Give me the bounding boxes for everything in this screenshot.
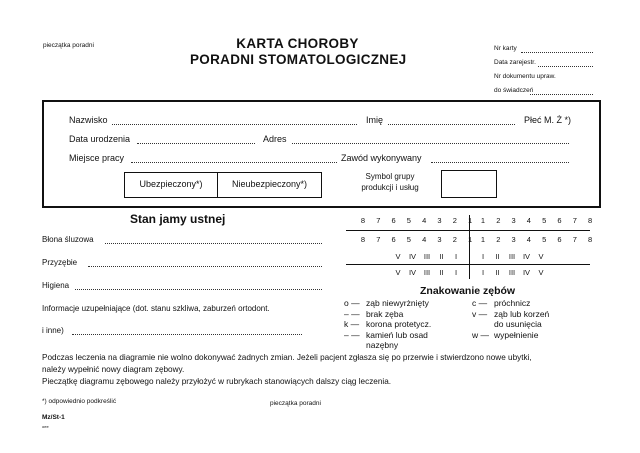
tooth-lower-left-4: 4 — [422, 235, 427, 244]
uninsured-label: Nieubezpieczony*) — [231, 179, 308, 189]
milk-teeth-row-lower — [0, 268, 640, 278]
tooth-lower-right-4: 5 — [542, 235, 547, 244]
legend-left-text-2: korona protetycz. — [366, 319, 432, 329]
legend-left-text-1: brak zęba — [366, 308, 404, 319]
legend-left-symbol-2: k — — [344, 319, 360, 329]
stamp-label-bottom: pieczątka poradni — [270, 400, 321, 407]
periodontium-field[interactable] — [88, 266, 322, 267]
milk-teeth-row-upper — [0, 252, 640, 262]
legend-left-item-0 — [344, 298, 429, 308]
milk-lower-left-3: II — [439, 268, 444, 277]
address-label: Adres — [263, 134, 287, 144]
footnote: *) odpowiednio podkreślić — [42, 398, 117, 405]
milk-lower-right-1: II — [495, 268, 500, 277]
teeth-row-lower-numbers — [0, 235, 640, 245]
legend-right-text-0: próchnicz — [494, 298, 531, 308]
tooth-upper-left-4: 4 — [422, 216, 427, 225]
hygiene-field[interactable] — [75, 289, 322, 290]
note-line-3: Pieczątkę diagramu zębowego należy przyłożyć w rubrykach stanowiących dalszy ciąg leczenia. — [42, 377, 392, 386]
birth-date-field[interactable] — [137, 143, 255, 144]
tooth-lower-left-5: 3 — [437, 235, 442, 244]
form-subcode: oee — [42, 424, 49, 429]
tooth-upper-left-2: 6 — [391, 216, 396, 225]
milk-lower-right-0: I — [481, 268, 485, 277]
milk-upper-right-2: III — [508, 252, 516, 261]
mucosa-label: Błona śluzowa — [42, 235, 94, 244]
legend-right-item-0 — [472, 298, 530, 308]
workplace-label: Miejsce pracy — [69, 153, 125, 163]
title-line-2: PORADNI STOMATOLOGICZNEJ — [190, 52, 407, 67]
sex-label: Płeć M. Ż *) — [524, 115, 572, 125]
tooth-lower-left-3: 5 — [406, 235, 411, 244]
tooth-lower-right-6: 7 — [572, 235, 577, 244]
hygiene-label: Higiena — [42, 281, 70, 290]
entitlement-benefits-label: do świadczeń — [494, 87, 534, 94]
additional-info-label: Informacje uzupełniające (dot. stanu szkliwa, zaburzeń ortodont. — [42, 304, 270, 313]
legend-right-text-1: ząb lub korzeń — [494, 308, 550, 319]
tooth-upper-right-2: 3 — [511, 216, 516, 225]
milk-lower-left-2: III — [423, 268, 431, 277]
tooth-upper-right-4: 5 — [542, 216, 547, 225]
milk-upper-right-0: I — [481, 252, 485, 261]
tooth-lower-right-1: 2 — [496, 235, 501, 244]
tooth-lower-right-0: 1 — [480, 235, 486, 244]
tooth-upper-left-0: 8 — [360, 216, 366, 225]
additional-info-label-2: i inne) — [42, 326, 64, 335]
production-group-label-2: produkcji i usług — [361, 183, 419, 192]
legend-right-text-2: do usunięcia — [494, 319, 542, 329]
entitlement-document-field[interactable] — [530, 94, 593, 95]
legend-right-item-2 — [472, 319, 542, 329]
legend-right-item-3 — [472, 330, 538, 340]
tooth-upper-right-0: 1 — [480, 216, 486, 225]
form-code: Mz/St-1 — [42, 414, 65, 421]
occupation-label: Zawód wykonywany — [341, 153, 422, 163]
registration-date-label: Data zarejestr. — [494, 59, 536, 66]
tooth-lower-left-0: 8 — [360, 235, 366, 244]
milk-upper-left-0: V — [395, 252, 401, 261]
tooth-lower-right-3: 4 — [526, 235, 531, 244]
legend-left-symbol-0: o — — [344, 298, 360, 308]
tooth-upper-right-6: 7 — [572, 216, 577, 225]
teeth-midline — [469, 215, 470, 279]
tooth-lower-right-7: 8 — [588, 235, 593, 244]
production-group-box[interactable] — [441, 170, 497, 198]
workplace-field[interactable] — [131, 162, 337, 163]
note-line-2: należy wypełnić nowy diagram zębowy. — [42, 365, 185, 374]
legend-left-item-4 — [344, 340, 398, 350]
oral-status-heading: Stan jamy ustnej — [130, 212, 226, 226]
milk-upper-left-1: IV — [408, 252, 417, 261]
tooth-lower-left-1: 7 — [376, 235, 381, 244]
tooth-upper-left-5: 3 — [437, 216, 442, 225]
tooth-lower-left-7: 1 — [468, 235, 473, 244]
legend-right-symbol-0: c — — [472, 298, 488, 308]
legend-right-text-3: wypełnienie — [494, 329, 539, 340]
tooth-lower-right-5: 6 — [557, 235, 562, 244]
legend-left-symbol-1: – — — [344, 308, 360, 319]
tooth-upper-right-3: 4 — [526, 216, 531, 225]
insured-label: Ubezpieczony*) — [139, 179, 203, 189]
teeth-horizontal-line-upper — [346, 230, 590, 231]
tooth-upper-left-1: 7 — [376, 216, 381, 225]
teeth-horizontal-line-lower — [346, 264, 590, 265]
surname-label: Nazwisko — [69, 115, 108, 125]
stamp-label-top: pieczątka poradni — [43, 42, 94, 49]
milk-lower-right-2: III — [508, 268, 516, 277]
first-name-label: Imię — [366, 115, 384, 125]
entitlement-document-label: Nr dokumentu upraw. — [494, 73, 556, 80]
tooth-upper-right-7: 8 — [588, 216, 593, 225]
legend-right-item-1 — [472, 309, 549, 319]
milk-upper-left-3: II — [439, 252, 444, 261]
milk-upper-left-2: III — [423, 252, 431, 261]
tooth-upper-right-5: 6 — [557, 216, 562, 225]
tooth-lower-right-2: 3 — [511, 235, 516, 244]
milk-lower-right-4: V — [538, 268, 544, 277]
milk-upper-right-1: II — [495, 252, 500, 261]
legend-left-text-3: kamień lub osad — [366, 329, 428, 340]
note-line-1: Podczas leczenia na diagramie nie wolno dokonywać żadnych zmian. Jeżeli pacjent zgłasza się po przerwie i stwierdzono nowe ubytki, — [42, 353, 532, 362]
address-field[interactable] — [292, 143, 569, 144]
milk-upper-left-4: I — [454, 252, 458, 261]
legend-left-item-1 — [344, 309, 403, 319]
tooth-upper-left-6: 2 — [452, 216, 457, 225]
milk-upper-right-3: IV — [522, 252, 531, 261]
legend-right-column — [472, 298, 602, 354]
title-line-1: KARTA CHOROBY — [236, 36, 359, 51]
legend-left-symbol-3: – — — [344, 329, 360, 340]
registration-date-field[interactable] — [538, 66, 593, 67]
legend-left-item-2 — [344, 319, 431, 329]
milk-lower-left-1: IV — [408, 268, 417, 277]
birth-date-label: Data urodzenia — [69, 134, 131, 144]
tooth-upper-left-3: 5 — [406, 216, 411, 225]
legend-right-symbol-1: v — — [472, 308, 488, 319]
legend-left-item-3 — [344, 330, 428, 340]
card-number-label: Nr karty — [494, 45, 517, 52]
legend-left-text-0: ząb niewyrżnięty — [366, 298, 429, 308]
milk-upper-right-4: V — [538, 252, 544, 261]
production-group-label-1: Symbol grupy — [365, 172, 415, 181]
periodontium-label: Przyzębie — [42, 258, 78, 267]
milk-lower-left-0: V — [395, 268, 401, 277]
legend-right-symbol-3: w — — [472, 329, 489, 340]
first-name-field[interactable] — [388, 124, 515, 125]
tooth-lower-left-6: 2 — [452, 235, 457, 244]
legend-left-column — [344, 298, 474, 354]
milk-lower-right-3: IV — [522, 268, 531, 277]
occupation-field[interactable] — [431, 162, 569, 163]
teeth-row-upper-numbers — [0, 216, 640, 226]
legend-heading: Znakowanie zębów — [420, 285, 516, 297]
tooth-upper-left-7: 1 — [468, 216, 473, 225]
additional-info-field[interactable] — [72, 334, 302, 335]
card-number-field[interactable] — [521, 52, 593, 53]
surname-field[interactable] — [112, 124, 357, 125]
tooth-lower-left-2: 6 — [391, 235, 396, 244]
legend-left-text-4: nazębny — [366, 340, 399, 350]
milk-lower-left-4: I — [454, 268, 458, 277]
tooth-upper-right-1: 2 — [496, 216, 501, 225]
